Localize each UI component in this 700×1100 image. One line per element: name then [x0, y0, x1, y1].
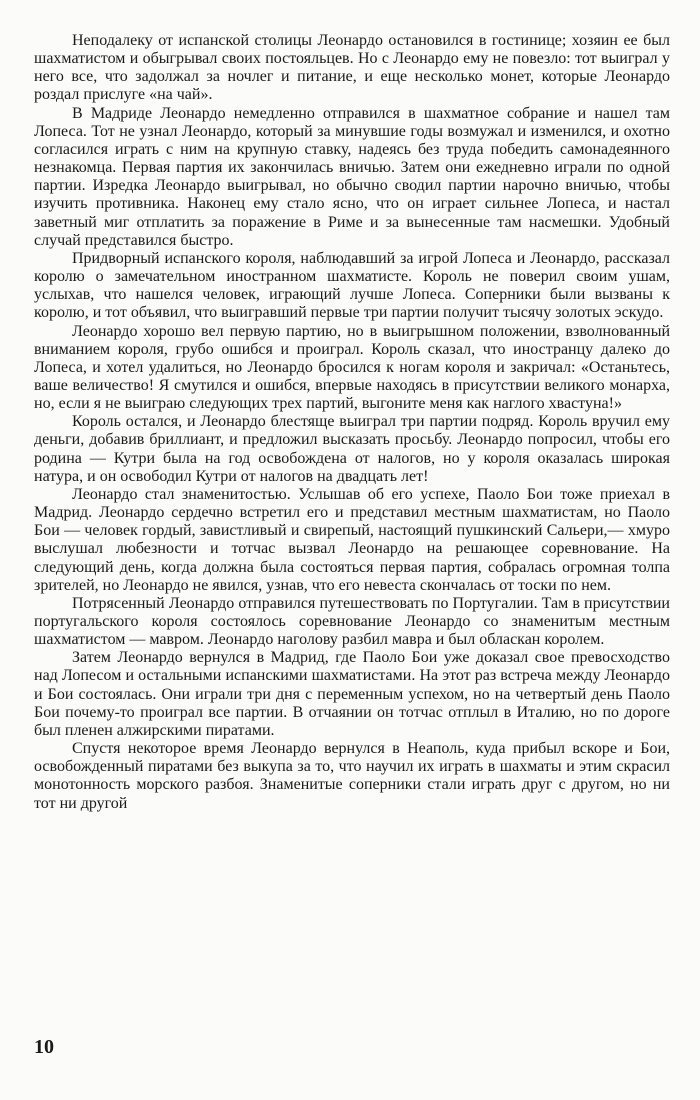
body-text	[34, 32, 670, 813]
paragraph-6: Леонардо стал знаменитостью. Услышав об его успехе, Паоло Бои тоже приехал в Мадрид. Леонардо сердечно встретил его и представил местным шахматистам, но Паоло Бои — человек гордый, завистливый и свирепый, настоящий пушкинский Сальери,— хмуро выслушал любезности и тотчас вызвал Леонардо на решающее соревнование. На следующий день, когда должна была состояться первая партия, собралась огромная толпа зрителей, но Леонардо не явился, узнав, что его невеста скончалась от тоски по нем.	[34, 485, 670, 594]
paragraph-3: Придворный испанского короля, наблюдавший за игрой Лопеса и Леонардо, рассказал королю о замечательном иностранном шахматисте. Король не поверил своим ушам, услыхав, что нашелся человек, играющий лучше Лопеса. Соперники были вызваны к королю, и тот объявил, что выигравший первые три партии получит тысячу золотых эскудо.	[34, 249, 670, 322]
paragraph-7: Потрясенный Леонардо отправился путешествовать по Португалии. Там в присутствии португальского короля состоялось соревнование Леонардо со знаменитым местным шахматистом — мавром. Леонардо наголову разбил мавра и был обласкан королем.	[34, 594, 670, 649]
paragraph-1: Неподалеку от испанской столицы Леонардо остановился в гостинице; хозяин ее был шахматистом и обыгрывал своих постояльцев. Но с Леонардо ему не повезло: тот выиграл у него все, что задолжал за ночлег и питание, и еще несколько монет, которые Леонардо роздал прислуге «на чай».	[34, 32, 670, 104]
paragraph-5: Король остался, и Леонардо блестяще выиграл три партии подряд. Король вручил ему деньги, добавив бриллиант, и предложил высказать просьбу. Леонардо попросил, чтобы его родина — Кутри была на год освобождена от налогов, но у короля оказалась широкая натура, и он освободил Кутри от налогов на двадцать лет!	[34, 413, 670, 485]
paragraph-9: Спустя некоторое время Леонардо вернулся в Неаполь, куда прибыл вскоре и Бои, освобожденный пиратами без выкупа за то, что научил их играть в шахматы и этим скрасил монотонность морского разбоя. Знаменитые соперники стали играть друг с другом, но ни тот ни другой	[34, 740, 670, 812]
paragraph-4: Леонардо хорошо вел первую партию, но в выигрышном положении, взволнованный вниманием короля, грубо ошибся и проиграл. Король сказал, что иностранцу далеко до Лопеса, и хотел удалиться, но Леонардо бросился к ногам короля и закричал: «Останьтесь, ваше величество! Я смутился и ошибся, впервые находясь в присутствии великого монарха, но, если я не выиграю следующих трех партий, выгоните меня как наглого хвастуна!»	[34, 322, 670, 413]
paragraph-8: Затем Леонардо вернулся в Мадрид, где Паоло Бои уже доказал свое превосходство над Лопесом и остальными испанскими шахматистами. На этот раз встреча между Леонардо и Бои состоялась. Они играли три дня с переменным успехом, но на четвертый день Паоло Бои почему-то проиграл все партии. В отчаянии он тотчас отплыл в Италию, но по дороге был пленен алжирскими пиратами.	[34, 649, 670, 739]
paragraph-2: В Мадриде Леонардо немедленно отправился в шахматное собрание и нашел там Лопеса. Тот не узнал Леонардо, который за минувшие годы возмужал и изменился, и охотно согласился играть с ним на крупную ставку, надеясь без труда победить самонадеянного незнакомца. Первая партия их закончилась вничью. Затем они ежедневно играли по одной партии. Изредка Леонардо выигрывал, но обычно сводил партии нарочно вничью, чтобы изучить противника. Наконец ему стало ясно, что он играет сильнее Лопеса, и настал заветный миг отплатить за поражение в Риме и за вынесенные там насмешки. Удобный случай представился быстро.	[34, 104, 670, 249]
page-number: 10	[34, 1036, 54, 1058]
